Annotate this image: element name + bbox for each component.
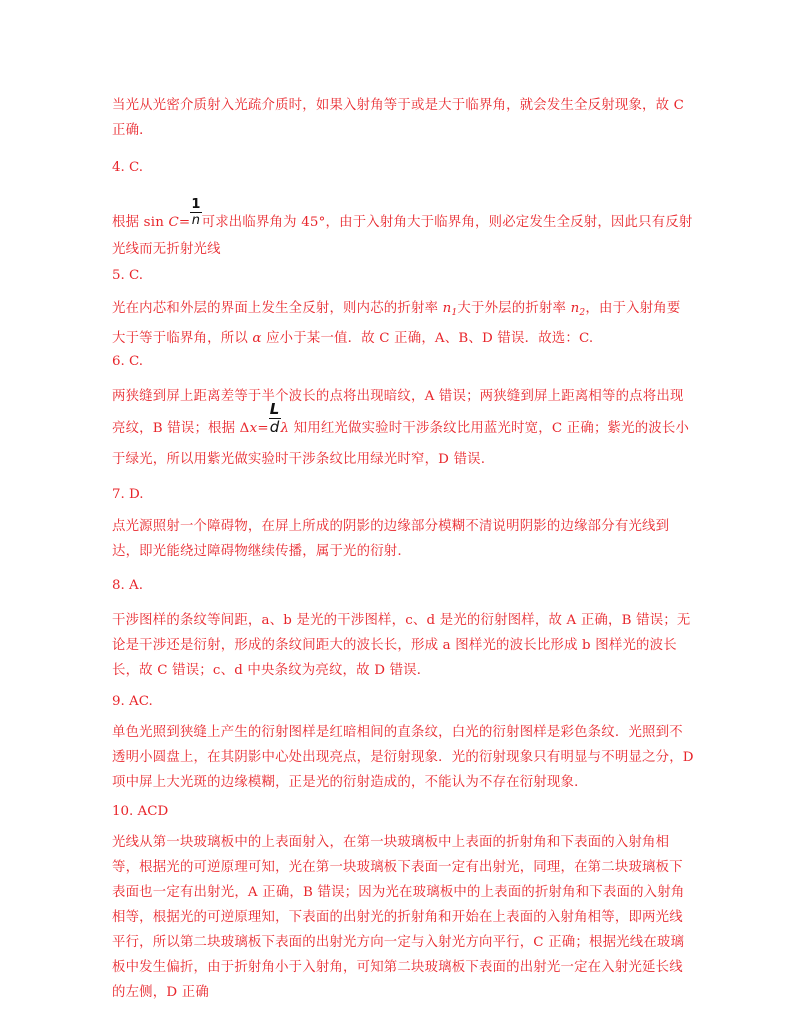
answer-7-number: 7. D. — [112, 487, 144, 502]
answer-5-part2: 大于外层的折射率 — [457, 301, 571, 316]
answer-4-frac-numerator: 1 — [191, 197, 201, 212]
answer-8-number: 8. A. — [112, 578, 143, 593]
answer-5-n2: n — [570, 301, 580, 316]
answer-8-text: 干涉图样的条纹等间距，a、b 是光的干涉图样，c、d 是光的衍射图样，故 A 正确，B 错误；无论是干涉还是衍射，形成的条纹间距大的波长长，形成 a 图样光的波长比形成 b 图样光的波长长，故 C 错误；c、d 中央条纹为亮纹，故 D 错误． — [112, 613, 691, 678]
answer-3-text: 当光从光密介质射入光疏介质时，如果入射角等于或是大于临界角，就会发生全反射现象，故 C 正确． — [112, 98, 685, 138]
answer-5-part1: 光在内芯和外层的界面上发生全反射，则内芯的折射率 — [112, 301, 443, 316]
answer-6-fraction — [269, 402, 281, 435]
answer-4-frac-denominator: n — [191, 213, 201, 228]
answer-5-n1: n — [442, 301, 452, 316]
answer-4-text — [112, 197, 694, 262]
answer-4-post: 可求出临界角为 45°，由于入射角大于临界角，则必定发生全反射，因此只有反射光线而无折射光线 — [112, 215, 693, 257]
answer-7-text: 点光源照射一个障碍物，在屏上所成的阴影的边缘部分模糊不清说明阴影的边缘部分有光线到达，即光能绕过障碍物继续传播，属于光的衍射. — [112, 519, 670, 559]
answer-5-alpha: α — [252, 331, 262, 346]
answer-5-n1-sub: 1 — [451, 308, 458, 318]
answer-6-x-eq: x= — [249, 421, 269, 436]
answer-9-number: 9. AC. — [112, 694, 153, 709]
answer-5-number: 5. C. — [112, 268, 144, 283]
answer-6-lambda: λ — [280, 421, 290, 436]
answer-6-frac-denominator: d — [269, 418, 280, 436]
answer-5-part3: ，由于入射角要大于等于临界角，所以 — [112, 301, 681, 346]
answer-4-fraction — [190, 198, 201, 227]
answer-5-text — [112, 296, 694, 351]
answer-6-part1: 两狭缝到屏上距离差等于半个波长的点将出现暗纹，A 错误；两狭缝到屏上距离相等的点将出现亮纹，B 错误；根据 Δ — [112, 389, 684, 436]
answer-9-text: 单色光照到狭缝上产生的衍射图样是红暗相间的直条纹，白光的衍射图样是彩色条纹．光照到不透明小圆盘上，在其阴影中心处出现亮点，是衍射现象．光的衍射现象只有明显与不明显之分，D 项中屏上大光斑的边缘模糊，正是光的衍射造成的，不能认为不存在衍射现象． — [112, 725, 694, 790]
answer-6-number: 6. C. — [112, 354, 144, 369]
answer-10-number: 10. ACD — [112, 804, 169, 819]
answer-4-pre: 根据 sin — [112, 215, 169, 230]
answer-5-n2-sub: 2 — [579, 308, 586, 318]
answer-5-part4: 应小于某一值．故 C 正确，A、B、D 错误．故选：C. — [261, 331, 594, 346]
answer-4-formula-lhs: C= — [168, 215, 191, 230]
answer-10-text: 光线从第一块玻璃板中的上表面射入，在第一块玻璃板中上表面的折射角和下表面的入射角相等，根据光的可逆原理可知，光在第一块玻璃板下表面一定有出射光，同理，在第二块玻璃板下表面也一定有出射光，A 正确，B 错误；因为光在玻璃板中的上表面的折射角和下表面的入射角相等，根据光的可逆原理知，下表面的出射光的折射角和开始在上表面的入射角相等，即两光线平行，所以第二块玻璃板下表面的出射光方向一定与入射光方向平行，C 正确；根据光线在玻璃板中发生偏折，由于折射角小于入射角，可知第二块玻璃板下表面的出射光一定在入射光延长线的左侧，D 正确 — [112, 835, 685, 1000]
answer-4-number: 4. C. — [112, 160, 144, 175]
answer-6-text — [112, 382, 694, 475]
answer-6-frac-numerator: L — [269, 400, 280, 418]
answer-6-part2: 知用红光做实验时干涉条纹比用蓝光时宽，C 正确；紫光的波长小于绿光，所以用紫光做实验时干涉条纹比用绿光时窄，D 错误. — [112, 421, 690, 467]
